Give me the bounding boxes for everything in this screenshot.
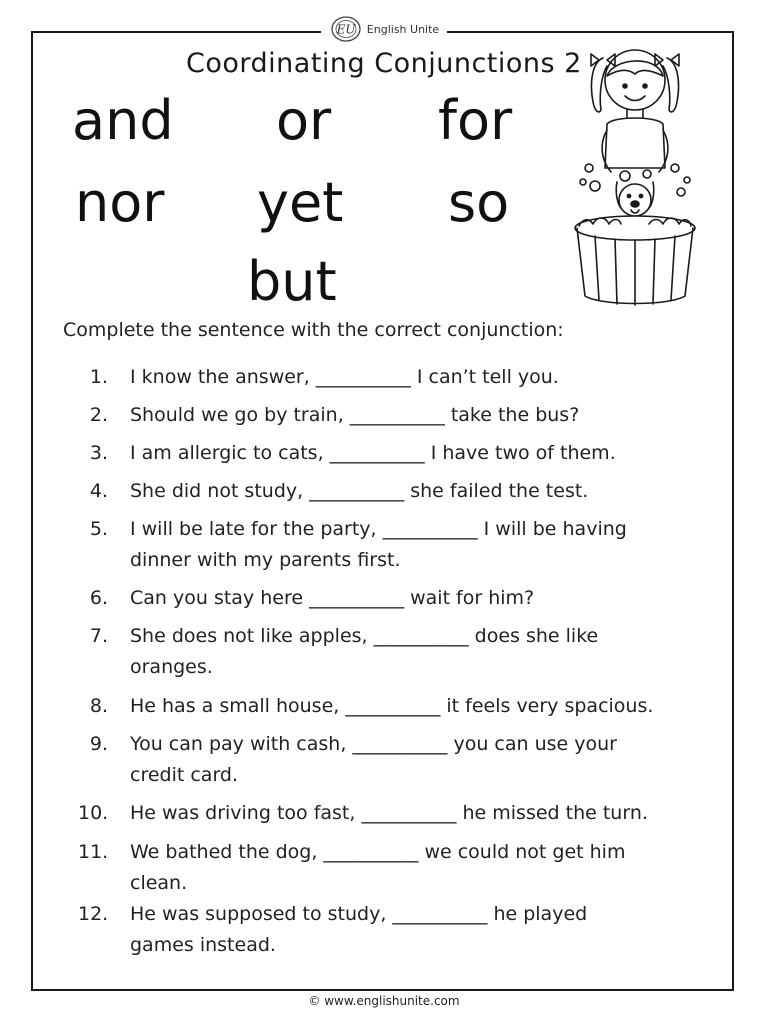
item-number: 7. [89, 625, 108, 647]
item-line: Should we go by train, __________ take the bus? [130, 404, 580, 426]
conjunction-but: but [247, 250, 337, 313]
item-text [130, 583, 705, 614]
item-text [130, 837, 705, 899]
english-unite-logo-icon [329, 14, 363, 44]
item-line: I know the answer, __________ I can’t tell you. [130, 366, 559, 388]
brand-badge [321, 14, 447, 44]
item-number: 11. [78, 841, 109, 863]
item-text [130, 798, 705, 829]
item-line: He was supposed to study, __________ he played [130, 903, 588, 925]
item-line: oranges. [130, 656, 213, 678]
conjunction-and: and [72, 89, 174, 152]
page-title: Coordinating Conjunctions 2 [186, 48, 582, 79]
item-line: Can you stay here __________ wait for him? [130, 587, 535, 609]
item-number: 6. [89, 587, 108, 609]
conjunction-so: so [448, 171, 510, 234]
item-line: You can pay with cash, __________ you can use your [130, 733, 617, 755]
item-line: clean. [130, 872, 188, 894]
girl-washing-dog-illustration-icon [555, 40, 715, 315]
item-number: 2. [89, 404, 108, 426]
item-text [130, 476, 705, 507]
conjunction-or: or [276, 89, 332, 152]
item-text [130, 514, 705, 576]
item-text [130, 438, 705, 469]
item-number: 10. [78, 802, 109, 824]
item-text [130, 899, 705, 961]
item-number: 1. [89, 366, 108, 388]
item-line: credit card. [130, 764, 239, 786]
conjunction-nor: nor [75, 171, 165, 234]
item-text [130, 362, 705, 393]
item-line: I will be late for the party, __________ I will be having [130, 518, 627, 540]
conjunction-for: for [438, 89, 513, 152]
item-number: 4. [89, 480, 108, 502]
item-number: 12. [78, 903, 109, 925]
item-line: She does not like apples, __________ does she like [130, 625, 599, 647]
item-line: She did not study, __________ she failed the test. [130, 480, 589, 502]
item-number: 9. [89, 733, 108, 755]
item-number: 3. [89, 442, 108, 464]
item-text [130, 691, 705, 722]
item-line: We bathed the dog, __________ we could not get him [130, 841, 626, 863]
item-text [130, 621, 705, 683]
item-number: 8. [89, 695, 108, 717]
item-line: games instead. [130, 934, 276, 956]
item-line: I am allergic to cats, __________ I have two of them. [130, 442, 616, 464]
brand-logo-text: EU [336, 22, 356, 37]
item-line: dinner with my parents first. [130, 549, 401, 571]
item-text [130, 729, 705, 791]
copyright-footer: © www.englishunite.com [308, 994, 460, 1008]
item-number: 5. [89, 518, 108, 540]
brand-name: English Unite [366, 22, 440, 36]
item-line: He has a small house, __________ it feels very spacious. [130, 695, 654, 717]
conjunction-yet: yet [257, 171, 344, 234]
item-line: He was driving too fast, __________ he missed the turn. [130, 802, 648, 824]
item-text [130, 400, 705, 431]
instructions: Complete the sentence with the correct conjunction: [63, 319, 564, 341]
